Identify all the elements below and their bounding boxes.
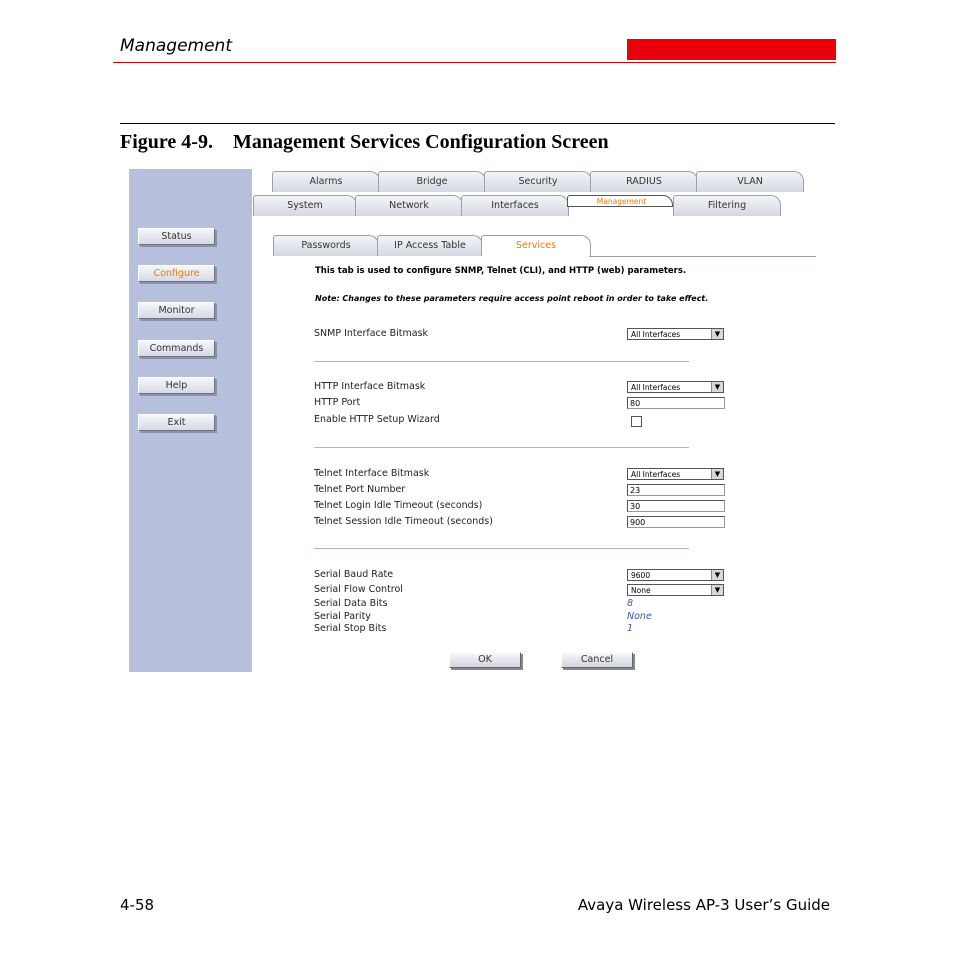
http-port-input[interactable]: 80 [627, 397, 725, 409]
telnet-port-input[interactable]: 23 [627, 484, 725, 496]
snmp-bitmask-value: All Interfaces [631, 330, 681, 339]
sidebar-configure-button[interactable]: Configure [138, 265, 215, 282]
telnet-bitmask-select[interactable] [627, 468, 724, 480]
telnet-session-timeout-label: Telnet Session Idle Timeout (seconds) [314, 516, 493, 527]
serial-baud-value: 9600 [631, 571, 651, 580]
telnet-bitmask-label: Telnet Interface Bitmask [314, 468, 430, 479]
serial-flow-select[interactable] [627, 584, 724, 596]
sidebar-exit-button[interactable]: Exit [138, 414, 215, 431]
tab-ip-access-table[interactable]: IP Access Table [377, 235, 483, 256]
sidebar-commands-button[interactable]: Commands [138, 340, 215, 357]
dropdown-arrow-icon: ▼ [711, 570, 723, 580]
tab-security[interactable]: Security [484, 171, 592, 192]
serial-baud-label: Serial Baud Rate [314, 569, 394, 580]
figure-caption [120, 131, 609, 154]
tab-alarms[interactable]: Alarms [272, 171, 380, 192]
serial-stop-bits-value: 1 [627, 623, 634, 634]
ok-button[interactable]: OK [449, 652, 521, 668]
tab-bridge[interactable]: Bridge [378, 171, 486, 192]
divider [314, 447, 689, 448]
tab-system[interactable]: System [253, 195, 357, 216]
tab-services[interactable]: Services [481, 235, 591, 256]
tab-radius[interactable]: RADIUS [590, 171, 698, 192]
sidebar-status-button[interactable]: Status [138, 228, 215, 245]
tab-management[interactable]: Management [567, 195, 673, 207]
http-wizard-checkbox[interactable] [631, 416, 642, 427]
sidebar-help-button[interactable]: Help [138, 377, 215, 394]
screenshot [129, 169, 816, 672]
telnet-login-timeout-label: Telnet Login Idle Timeout (seconds) [314, 500, 483, 511]
telnet-port-label: Telnet Port Number [314, 484, 406, 495]
services-note: Note: Changes to these parameters require access point reboot in order to take effect. [315, 294, 709, 303]
http-bitmask-select[interactable] [627, 381, 724, 393]
serial-parity-label: Serial Parity [314, 611, 371, 622]
telnet-session-timeout-input[interactable]: 900 [627, 516, 725, 528]
figure-title: Management Services Configuration Screen [232, 131, 609, 153]
dropdown-arrow-icon: ▼ [711, 469, 723, 479]
serial-data-bits-value: 8 [627, 598, 634, 609]
page-section-title: Management [120, 36, 232, 56]
figure-label: Figure 4-9. [120, 131, 213, 153]
serial-baud-select[interactable] [627, 569, 724, 581]
dropdown-arrow-icon: ▼ [711, 382, 723, 392]
snmp-bitmask-select[interactable] [627, 328, 724, 340]
snmp-bitmask-label: SNMP Interface Bitmask [314, 328, 429, 339]
divider [314, 548, 689, 549]
http-bitmask-value: All Interfaces [631, 383, 681, 392]
http-wizard-label: Enable HTTP Setup Wizard [314, 414, 440, 425]
tab-network[interactable]: Network [355, 195, 463, 216]
services-description: This tab is used to configure SNMP, Telnet (CLI), and HTTP (web) parameters. [315, 266, 687, 276]
serial-flow-label: Serial Flow Control [314, 584, 403, 595]
tab-vlan[interactable]: VLAN [696, 171, 804, 192]
sidebar-monitor-button[interactable]: Monitor [138, 302, 215, 319]
http-port-label: HTTP Port [314, 397, 361, 408]
divider [314, 361, 689, 362]
dropdown-arrow-icon: ▼ [711, 329, 723, 339]
page-number: 4-58 [120, 896, 155, 914]
sidebar [129, 169, 252, 672]
tab-interfaces[interactable]: Interfaces [461, 195, 569, 216]
document-title: Avaya Wireless AP-3 User’s Guide [577, 896, 830, 914]
serial-stop-bits-label: Serial Stop Bits [314, 623, 387, 634]
tab-filtering[interactable]: Filtering [673, 195, 781, 216]
figure-rule [120, 123, 835, 124]
cancel-button[interactable]: Cancel [561, 652, 633, 668]
telnet-bitmask-value: All Interfaces [631, 470, 681, 479]
serial-parity-value: None [627, 611, 652, 622]
telnet-login-timeout-input[interactable]: 30 [627, 500, 725, 512]
dropdown-arrow-icon: ▼ [711, 585, 723, 595]
tab-passwords[interactable]: Passwords [273, 235, 379, 256]
subtab-baseline [589, 256, 816, 257]
serial-flow-value: None [631, 586, 651, 595]
header-red-bar [627, 39, 836, 60]
header-rule [113, 62, 836, 63]
serial-data-bits-label: Serial Data Bits [314, 598, 388, 609]
http-bitmask-label: HTTP Interface Bitmask [314, 381, 426, 392]
